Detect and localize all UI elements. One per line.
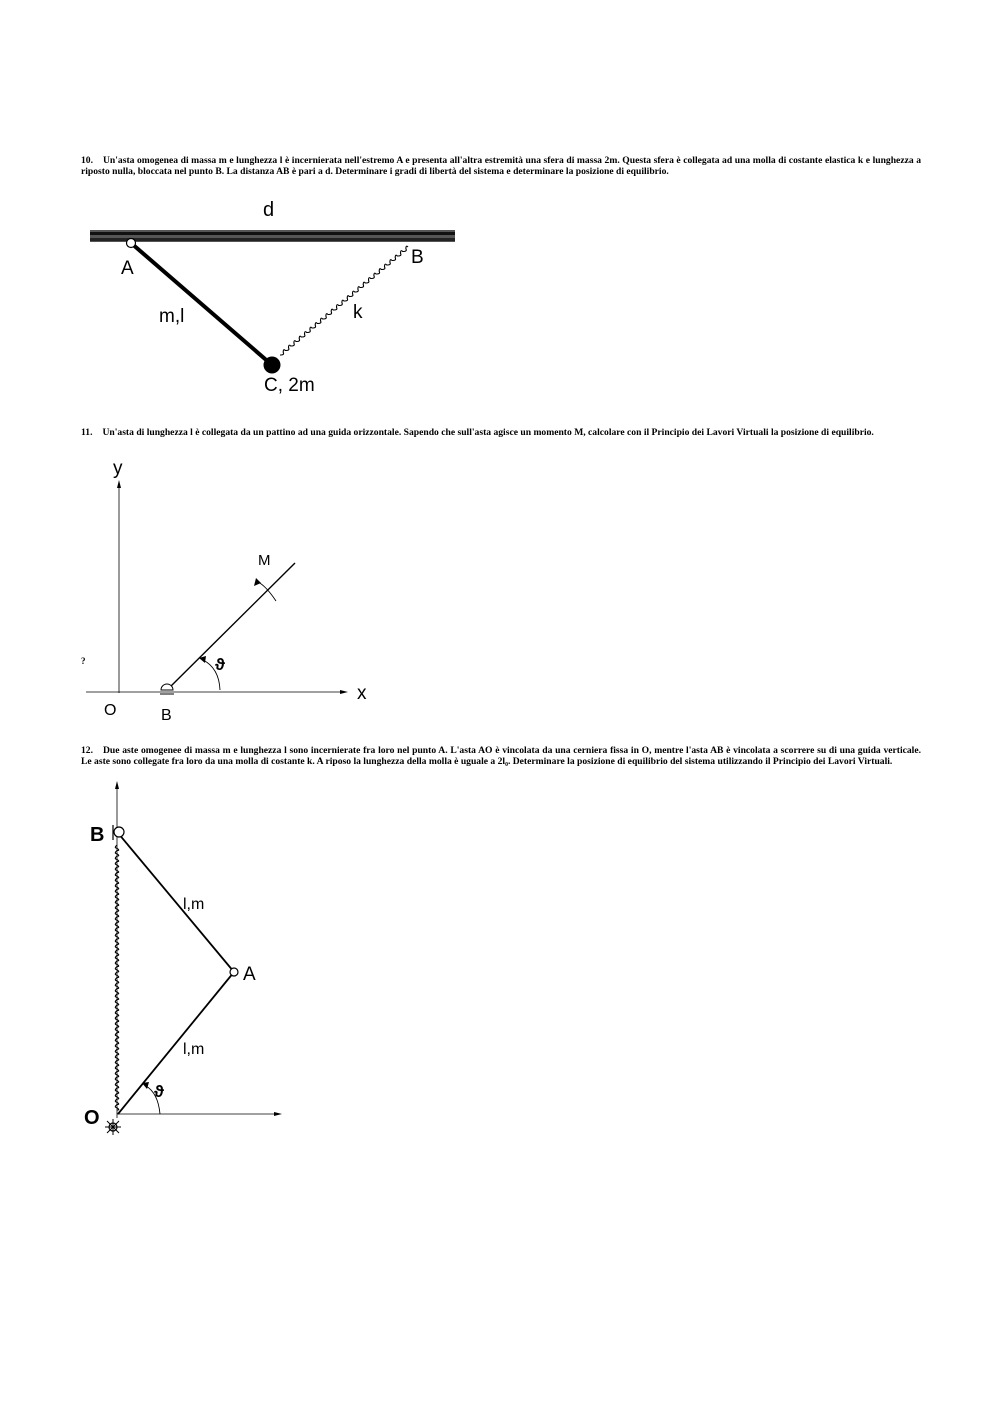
label-spring: k: [353, 302, 363, 323]
label-rod-bottom: l,m: [183, 1041, 205, 1058]
label-b: B: [411, 247, 424, 268]
label-rod-top: l,m: [183, 896, 205, 913]
problem-text: Un'asta di lunghezza l è collegata da un pattino ad una guida orizzontale. Sapendo che sull'asta agisce un momento M, calcolare con il Principio dei Lavori Virtuali la posizione di equilibrio.: [102, 427, 874, 438]
label-o: O: [104, 702, 117, 719]
label-o: O: [84, 1107, 100, 1129]
label-rod: m,l: [159, 306, 185, 327]
rod-ab: [118, 833, 234, 972]
label-x: x: [357, 683, 367, 704]
margin-question-mark: ?: [81, 656, 86, 666]
label-y: y: [113, 458, 123, 479]
problem-number: 10.: [81, 155, 93, 166]
label-b: B: [90, 824, 105, 846]
problem-text: Un'asta omogenea di massa m e lunghezza l è incernierata nell'estremo A e presenta all'altra estremità una sfera di massa 2m. Questa sfera è collegata ad una molla di costante elastica k e lunghezza a riposto nulla, bloccata nel punto B. La distanza AB è pari a d. Determinare i gradi di libertà del sistema e determinare la posizione di equilibrio.: [81, 155, 921, 177]
hinge-a: [230, 968, 238, 976]
problem-text: Due aste omogenee di massa m e lunghezza l sono incernierate fra loro nel punto A. L'asta AO è vincolata da una cerniera fissa in O, mentre l'asta AB è vincolata a scorrere su di una guida verticale. Le aste sono collegate fra loro da una molla di costante k. A riposo la lunghezza della molla è uguale a 2l₀. Determinare la posizione di equilibrio del sistema utilizzando il Principio dei Lavori Virtuali.: [81, 745, 921, 767]
horizontal-arrow-icon: [274, 1112, 282, 1116]
theta-arrow-icon: [142, 1082, 149, 1089]
fixed-hinge-o: [105, 1119, 121, 1135]
label-d: d: [263, 199, 275, 221]
label-theta: ϑ: [154, 1082, 164, 1101]
label-a: A: [121, 258, 134, 279]
label-a: A: [243, 964, 256, 985]
label-m: M: [258, 552, 271, 569]
problem-number: 12.: [81, 745, 93, 756]
problem-number: 11.: [81, 427, 93, 438]
rod-ao: [118, 972, 234, 1114]
vertical-arrow-icon: [115, 781, 119, 789]
label-c: C, 2m: [264, 375, 315, 396]
label-b: B: [161, 707, 172, 724]
label-theta: ϑ: [215, 655, 225, 674]
